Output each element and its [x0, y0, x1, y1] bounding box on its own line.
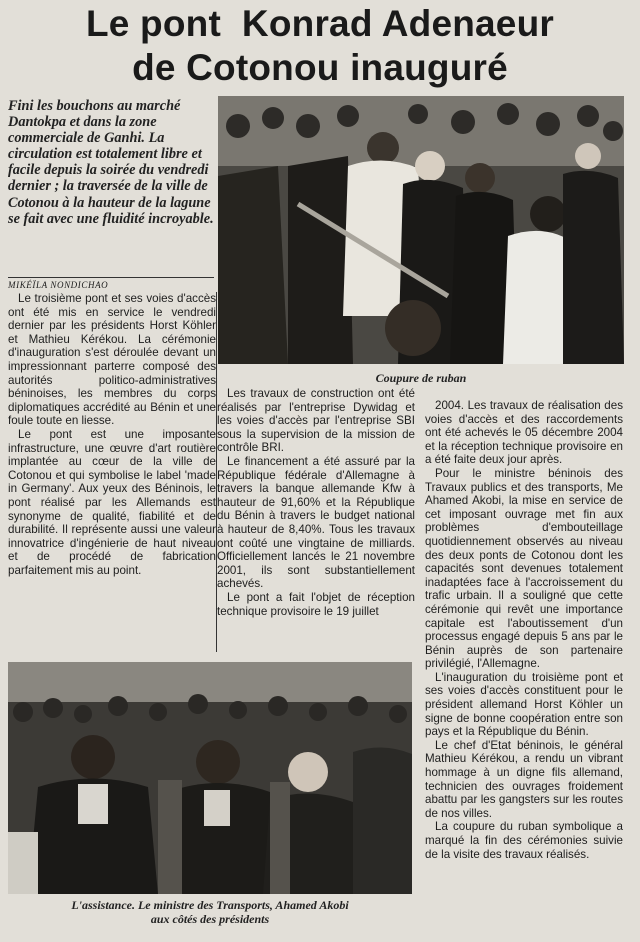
- article-column-2: [217, 387, 415, 618]
- col3-paragraph-4: Le chef d'Etat béninois, le général Mathieu Kérékou, a rendu un vibrant hommage à un digne fils allemand, technicien des ouvrages froidement abattu par les gangsters sur les routes de nos villes.: [425, 738, 623, 820]
- photo-caption-top: Coupure de ruban: [375, 371, 467, 385]
- audience-image: [8, 662, 412, 894]
- caption-bottom-line-1: L'assistance. Le ministre des Transports, Ahamed Akobi: [71, 898, 349, 912]
- col3-paragraph-1: 2004. Les travaux de réalisation des voies d'accès et des raccordements ont été achevés le 05 décembre 2004 et la réception technique provisoire en a été faite deux jour après.: [425, 399, 623, 467]
- col2-paragraph-2: Le financement a été assuré par la République fédérale d'Allemagne à travers la banque allemande Kfw à hauteur de 91,60% et la République du Bénin à travers le budget national à hauteur de 8,40%. Tous les travaux ont coûté une vingtaine de milliards. Officiellement lancés le 21 novembre 2001, ils sont substantiellement achevés.: [217, 454, 415, 591]
- headline-line-2: de Cotonou inauguré: [132, 47, 508, 88]
- article-headline: [0, 2, 640, 90]
- col3-paragraph-5: La coupure du ruban symbolique a marqué la fin des cérémonies suivie de la visite des travaux réalisés.: [425, 820, 623, 861]
- ribbon-cutting-image: [218, 96, 624, 364]
- byline: MIKÉÏLA NONDICHAO: [8, 277, 214, 290]
- col1-paragraph-2: Le pont est une imposante infrastructure, une œuvre d'art routière implantée au cœur de la ville de Cotonou et qui symbolise le label 'made in Germany'. Aux yeux des Béninois, le pont réalisé par les Allemands est synonyme de qualité, fiabilité et de durabilité. Il représente aussi une valeur innovatrice d'ingénierie de haut niveau et de procédé de fabrication parfaitement mis au point.: [8, 427, 216, 577]
- ribbon-cutting-photo: [218, 96, 624, 364]
- article-lead: Fini les bouchons au marché Dantokpa et dans la zone commerciale de Ganhi. La circulation est totalement libre et facile depuis la soirée du vendredi dernier ; la traversée de la ville de Cotonou à la hauteur de la lagune se fait avec une fluidité incroyable.: [8, 98, 214, 227]
- col3-paragraph-2: Pour le ministre béninois des Travaux publics et des transports, Me Ahamed Akobi, la mise en service de cet imposant ouvrage met fin aux problèmes d'embouteillage quotidiennement observés au niveau des deux ponts de Cotonou dont les capacités sont devenues totalement inadaptées face à l'accroissement du trafic urbain. Il a souligné que cette cérémonie qui revêt une importance capitale est l'aboutissement d'un processus engagé depuis 5 ans par le Bénin auprès de son partenaire privilégié, l'Allemagne.: [425, 466, 623, 671]
- article-column-1: [8, 292, 216, 577]
- col1-paragraph-1: Le troisième pont et ses voies d'accès ont été mis en service le vendredi dernier par les présidents Horst Köhler et Mathieu Kérékou. La cérémonie d'inauguration s'est déroulée devant un impressionnant parterre composé des autorités politico-administratives béninoises, les membres du corps diplomatiques accrédité au Bénin et une foule toute en liesse.: [8, 292, 216, 428]
- col2-paragraph-3: Le pont a fait l'objet de réception technique provisoire le 19 juillet: [217, 590, 415, 618]
- col3-paragraph-3: L'inauguration du troisième pont et ses voies d'accès constituent pour le président allemand Horst Köhler un signe de bonne coopération entre son pays et la République du Bénin.: [425, 670, 623, 739]
- photo-caption-bottom: [8, 898, 412, 926]
- col2-paragraph-1: Les travaux de construction ont été réalisés par l'entreprise Dywidag et les voies d'accès par l'entreprise SBI sous la supervision de la mission de contrôle BRI.: [217, 387, 415, 455]
- caption-bottom-line-2: aux côtés des présidents: [150, 912, 270, 926]
- audience-photo: [8, 662, 412, 894]
- headline-line-1: Le pont Konrad Adenaeur: [85, 3, 554, 44]
- article-column-3: [425, 399, 623, 861]
